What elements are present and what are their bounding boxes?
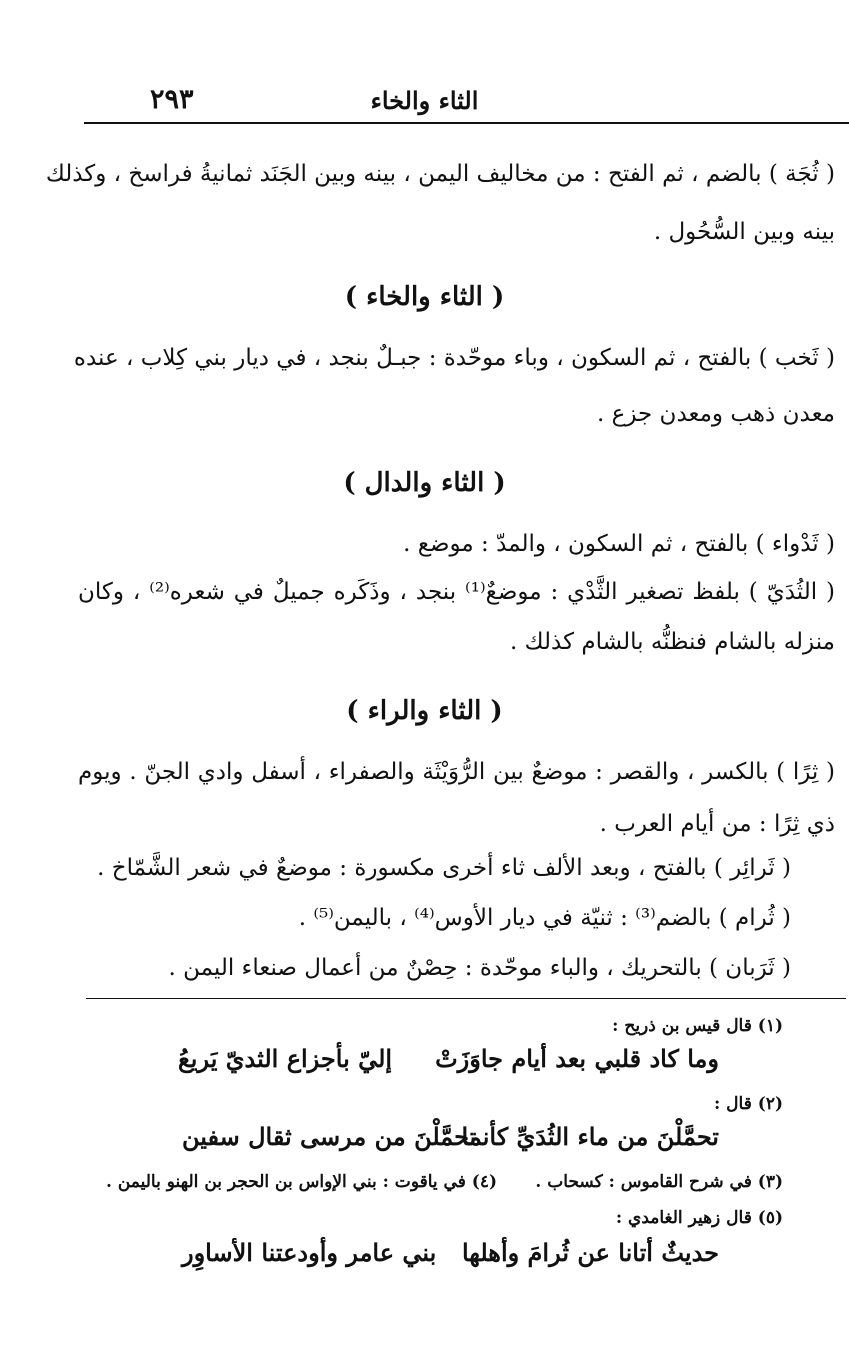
entry-thujah-line1: ( ثُجَة ) بالضم ، ثم الفتح : من مخاليف اليمن ، بينه وبين الجَنَد ثمانيةُ فراسخ ، وكذلك <box>45 161 835 187</box>
entry-thuday-line2: منزله بالشام فنظنُّه بالشام كذلك . <box>509 629 835 655</box>
footnote-1-verse-second-half: إليّ بأجزاع الثديّ يَريعُ <box>178 1044 393 1073</box>
footnote-1-label: (١) قال قيس بن ذريح : <box>612 1016 783 1036</box>
entry-thira-line2: ذي ثِرًا : من أيام العرب . <box>599 811 835 837</box>
section-heading-dal: ( الثاء والدال ) <box>343 468 506 498</box>
page-number: ٢٩٣ <box>150 84 194 115</box>
footnote-5-label: (٥) قال زهير الغامدي : <box>615 1208 783 1228</box>
footnote-3: (٣) في شرح القاموس : كسحاب . <box>535 1172 783 1192</box>
footnote-2-verse-second-half: تحمَّلْنَ من مرسى ثقال سفين <box>182 1122 477 1151</box>
footnote-rule <box>86 998 846 999</box>
footnote-5-verse-second-half: بني عامر وأودعتنا الأساوِر <box>182 1238 437 1267</box>
entry-thujah-line2: بينه وبين السُّحُول . <box>653 219 835 245</box>
footnote-2-verse-first-half: تحمَّلْنَ من ماء الثُدَيِّ كأنما <box>461 1122 719 1151</box>
footnote-5-verse-first-half: حديثٌ أتانا عن ثُرامَ وأهلها <box>461 1238 719 1267</box>
entry-thakhb-line1: ( ثَخب ) بالفتح ، ثم السكون ، وباء موحّدة : جبـلٌ بنجد ، في ديار بني كِلاب ، عنده <box>73 345 835 371</box>
footnote-2-label: (٢) قال : <box>713 1094 783 1114</box>
footnote-4: (٤) في ياقوت : بني الإواس بن الحجر بن الهنو باليمن . <box>106 1172 497 1192</box>
entry-tharaban: ( ثَرَبان ) بالتحريك ، والباء موحّدة : حِصْنٌ من أعمال صنعاء اليمن . <box>168 955 791 981</box>
entry-thuday-line1: ( الثُدَيّ ) بلفظ تصغير الثَّدْي : موضعٌ⁽¹⁾ بنجد ، وذَكَره جميلٌ في شعره⁽²⁾ ، وكان <box>78 579 835 605</box>
running-head <box>0 84 849 124</box>
header-rule <box>84 122 849 124</box>
entry-thadwa: ( ثَدْواء ) بالفتح ، ثم السكون ، والمدّ : موضع . <box>403 531 835 557</box>
entry-thuram: ( ثُرام ) بالضم⁽³⁾ : ثنيّة في ديار الأوس⁽⁴⁾ ، باليمن⁽⁵⁾ . <box>298 905 791 931</box>
section-heading-kha: ( الثاء والخاء ) <box>344 282 505 312</box>
entry-thakhb-line2: معدن ذهب ومعدن جزع . <box>596 401 835 427</box>
footnote-1-verse-first-half: وما كاد قلبي بعد أيام جاوَزَتْ <box>435 1044 719 1073</box>
section-heading-ra: ( الثاء والراء ) <box>346 696 503 726</box>
entry-tharair: ( ثَرائِر ) بالفتح ، وبعد الألف ثاء أخرى مكسورة : موضعٌ في شعر الشَّمّاخ . <box>97 855 791 881</box>
running-title: الثاء والخاء <box>370 86 479 115</box>
entry-thira-line1: ( ثِرًا ) بالكسر ، والقصر : موضعٌ بين الرُّوَيْثَة والصفراء ، أسفل وادي الجنّ . ويوم <box>78 759 835 785</box>
